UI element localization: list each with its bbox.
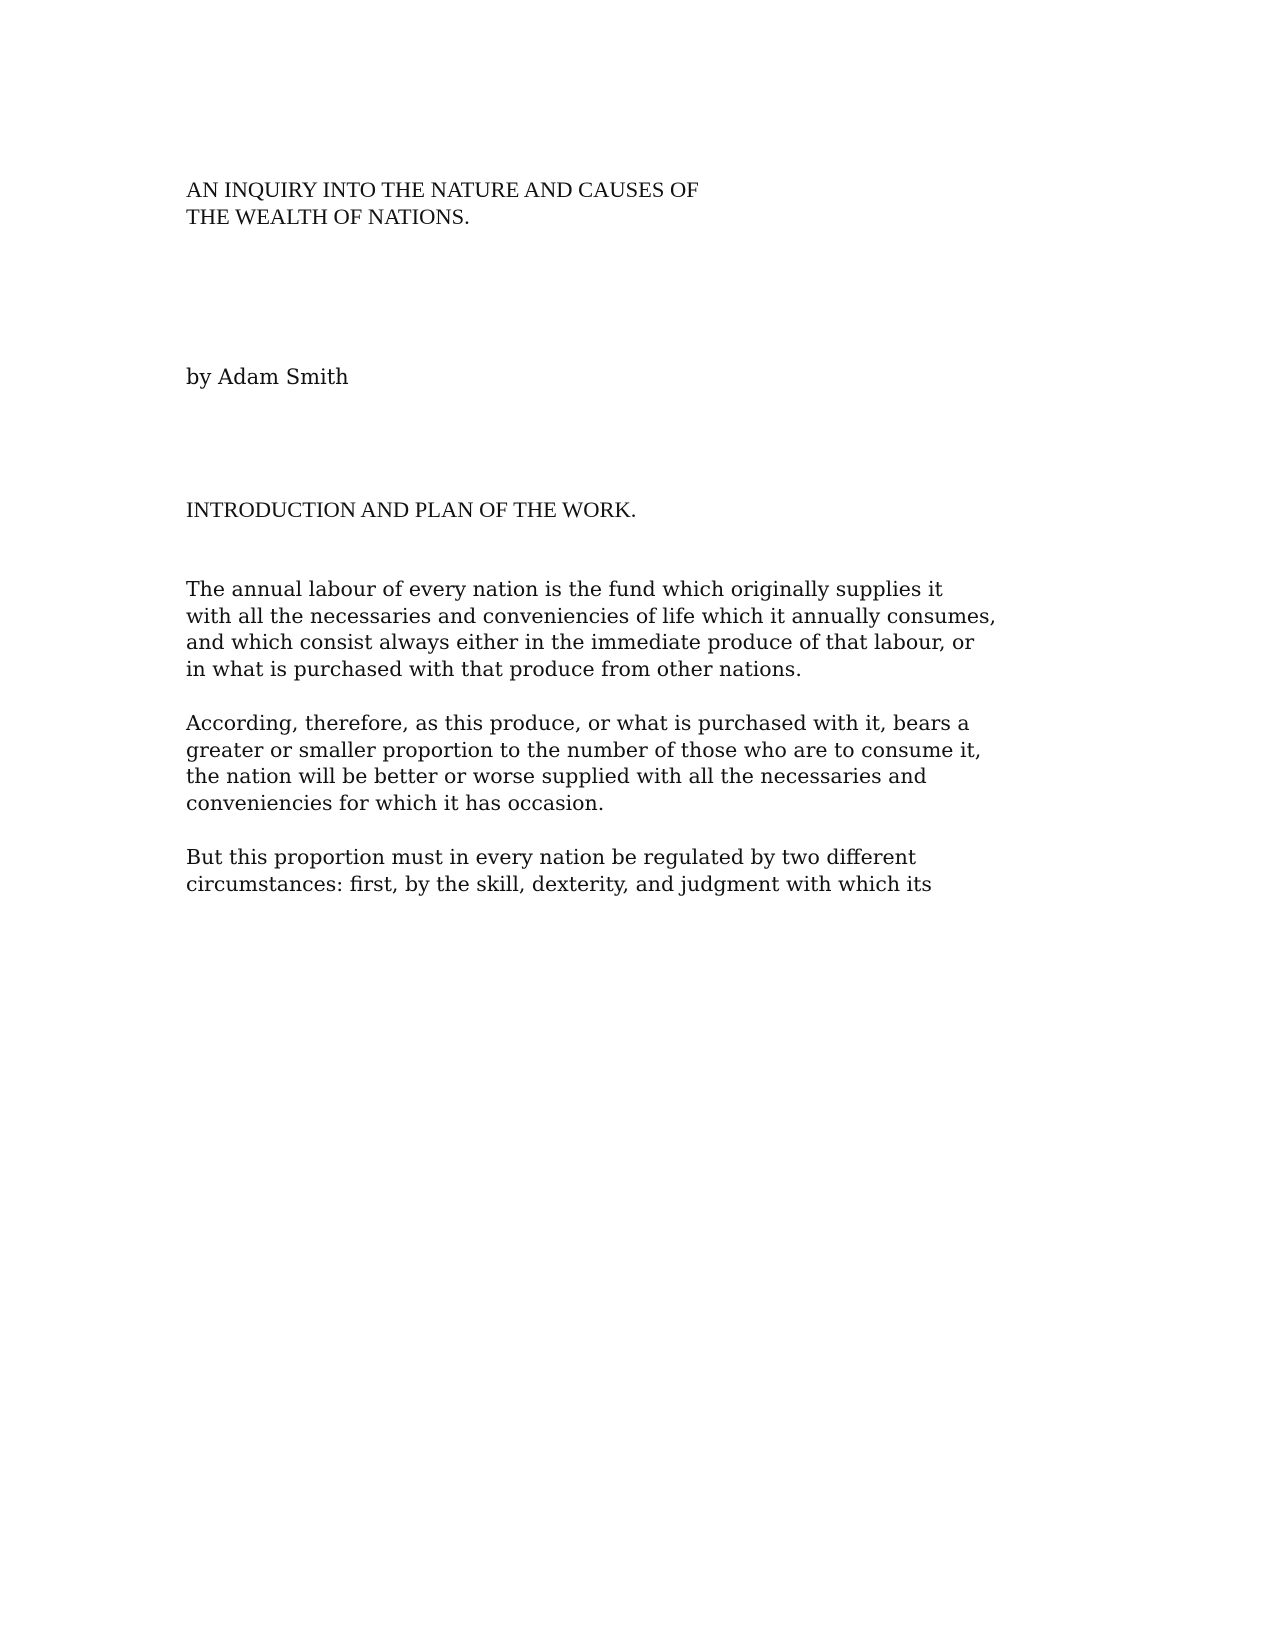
paragraph-line: conveniencies for which it has occasion. bbox=[186, 791, 605, 816]
paragraph-line: the nation will be better or worse supplied with all the necessaries and bbox=[186, 764, 927, 789]
paragraph-line: But this proportion must in every nation be regulated by two different bbox=[186, 845, 917, 869]
book-title-line-2: THE WEALTH OF NATIONS. bbox=[186, 204, 470, 229]
paragraph-line: According, therefore, as this produce, or what is purchased with it, bears a bbox=[186, 711, 970, 735]
section-heading: INTRODUCTION AND PLAN OF THE WORK. bbox=[186, 497, 637, 522]
author-byline: by Adam Smith bbox=[186, 365, 349, 389]
paragraph-line: and which consist always either in the immediate produce of that labour, or bbox=[186, 630, 975, 655]
paragraph-1 bbox=[186, 576, 996, 683]
paragraph-line: circumstances: first, by the skill, dexterity, and judgment with which its bbox=[186, 871, 932, 896]
paragraph-3 bbox=[186, 844, 932, 897]
paragraph-line: The annual labour of every nation is the fund which originally supplies it bbox=[186, 577, 943, 601]
paragraph-line: with all the necessaries and conveniencies of life which it annually consumes, bbox=[186, 603, 997, 628]
book-title-line-1: AN INQUIRY INTO THE NATURE AND CAUSES OF bbox=[186, 177, 699, 202]
paragraph-2 bbox=[186, 710, 981, 817]
paragraph-line: in what is purchased with that produce from other nations. bbox=[186, 657, 802, 682]
book-title bbox=[186, 176, 699, 230]
paragraph-line: greater or smaller proportion to the number of those who are to consume it, bbox=[186, 737, 982, 762]
